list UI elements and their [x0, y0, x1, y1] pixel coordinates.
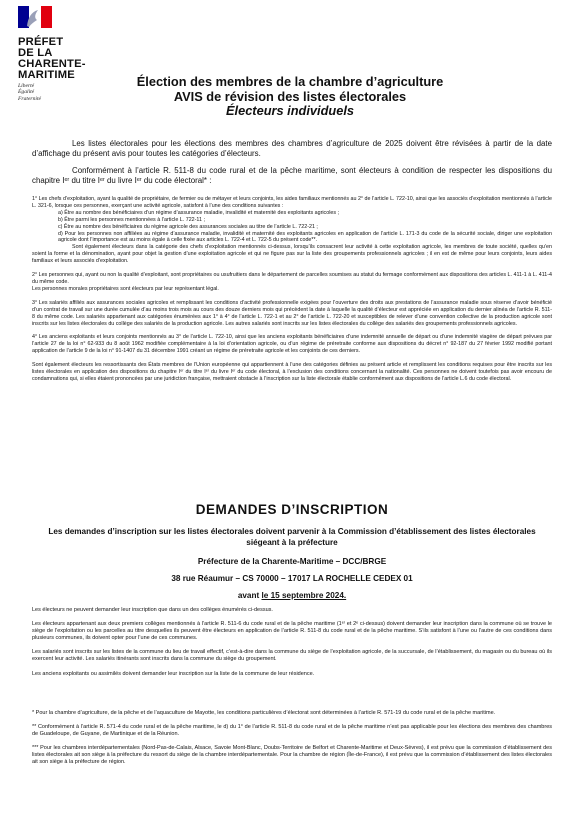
title-line-2: AVIS de révision des listes électorales: [173, 88, 407, 104]
footnotes: [32, 710, 552, 767]
intro-paragraph-1: Les listes électorales pour les élections des membres des chambres d’agriculture de 2025 doivent être révisées à partir de la date d’affichage du présent avis pour toutes les catégories d’électeurs.: [32, 139, 552, 159]
footnote-3: *** Pour les chambres interdépartementales (Nord-Pas-de-Calais, Alsace, Savoie Mont-Blanc, Doubs-Territoire de Belfort et Charente-Maritime et Deux-Sèvres), il est prévu que la commission d’établissement des listes électorales ait son siège à la préfecture du ressort du siège de la chambre interdépartementale. Pour la chambre de région (Île-de-France), il est prévu que la commission d’établissement des listes électorales ait son siège à la préfecture de région.: [32, 745, 552, 766]
intro-paragraph-2: Conformément à l’article R. 511-8 du code rural et de la pêche maritime, sont électeurs à condition de respecter les dispositions du chapitre Iᵉʳ du titre Iᵉʳ du livre Iᵉʳ du code électoral* :: [32, 165, 552, 185]
rule-3: Les salariés sont inscrits sur les listes de la commune du lieu de travail effectif, c’est-à-dire dans la commune du siège de l’exploitation agricole, de la succursale, de l’établissement, du magasin ou du bureau où ils exercent leur activité. Les salariés itinérants sont inscrits dans la commune du siège du groupement.: [32, 649, 552, 663]
category-1-item-c: c) Être au nombre des bénéficiaires du régime agricole des assurances sociales au titre de l’article L. 722-21 ;: [58, 223, 318, 230]
elector-categories: [32, 196, 552, 383]
footnote-1: * Pour la chambre d’agriculture, de la pêche et de l’aquaculture de Mayotte, les conditions particulières d’électorat sont déterminées à l’article R. 571-19 du code rural et de la pêche maritime.: [32, 710, 496, 716]
category-1-item-d: d) Pour les personnes non affiliées au régime d’assurance maladie, invalidité et maternité des exploitants agricoles en application de l’article L. 171-3 du code de la sécurité sociale, diriger une exploitation agricole dont l’importance est au moins égale à celle fixée aux articles L. 722-4 et L. 722-5 du présent code**.: [58, 230, 552, 244]
category-3: 3° Les salariés affiliés aux assurances sociales agricoles et remplissant les conditions d’activité professionnelle exigées pour l’ouverture des droits aux prestations de l’assurance maladie sous réserve d’avoir bénéficié d’un contrat de travail sur une durée cumulée d’au moins trois mois au cours des douze derniers mois qui précèdent la date à laquelle la qualité d’électeur est appréciée en application du dernier alinéa de l’article R. 511-8 du même code. Les salariés appartenant aux catégories énumérées aux 1° à 4° de l’article L. 722-1 et au 2° de l’article L. 722-20 et susceptibles de relever d’une convention collective de la production agricole sont inscrits sur les listes électorales du collège des salariés de la production agricole. Les autres salariés sont inscrits sur les listes électorales du collège des salariés des groupements professionnels agricoles.: [32, 299, 552, 327]
category-1-intro: 1° Les chefs d’exploitation, ayant la qualité de propriétaire, de fermier ou de métayer et leurs conjoints, les aides familiaux mentionnés au 2° de l’article L. 722-10, ainsi que les associés d’exploitation mentionnés à l’article L. 321-6, lorsque ces personnes, exerçant une activité agricole, satisfont à l’une des conditions suivantes :: [32, 196, 552, 209]
category-2-note: Les personnes morales propriétaires sont électeurs par leur représentant légal.: [32, 285, 219, 292]
footnote-2: ** Conformément à l’article R. 571-4 du code rural et de la pêche maritime, le d) du 1° de l’article R. 511-8 du code rural et de la pêche maritime n’est pas applicable pour les élections des membres des chambres de Guadeloupe, de Guyane, de Martinique et de la Réunion.: [32, 724, 552, 738]
notice-title: [90, 75, 490, 119]
rule-2: Les électeurs appartenant aux deux premiers collèges mentionnés à l’article R. 511-6 du code rural et de la pêche maritime (1ᵉʳ et 2ᵉ ci-dessus) doivent demander leur inscription dans la commune où se trouve le siège de l’exploitation ou les parcelles au titre desquelles ils peuvent être électeurs en application de l’article R. 511-8 du code rural et de la pêche maritime. S’ils satisfont à l’une ou l’autre de ces conditions dans plusieurs communes, ils doivent opter pour l’une de ces communes.: [32, 621, 552, 642]
intro-section: [32, 139, 552, 186]
category-4: 4° Les anciens exploitants et leurs conjoints mentionnés au 3° de l’article L. 722-10, ainsi que les anciens exploitants bénéficiaires d’une indemnité annuelle de départ ou d’une indemnité viagère de départ prévues par l’article 27 de la loi n° 62-933 du 8 août 1962 modifiée complémentaire à la loi d’orientation agricole, ou d’un régime de préretraite conforme aux dispositions du décret n° 92-187 du 27 février 1992 modifié portant application de l’article 9 de la loi n° 91-1407 du 31 décembre 1991 créant un régime de préretraite agricole et les conjoints de ces derniers.: [32, 334, 552, 355]
rule-1: Les électeurs ne peuvent demander leur inscription que dans un des collèges énumérés ci-dessus.: [32, 607, 273, 613]
category-2: 2° Les personnes qui, ayant ou non la qualité d’exploitant, sont propriétaires ou usufruitiers dans le département de parcelles soumises au statut du fermage conformément aux dispositions des articles L. 411-1 à L. 411-4 du même code.: [32, 272, 552, 285]
demandes-subtitle: Les demandes d’inscription sur les listes électorales doivent parvenir à la Commission d’établissement des listes électorales siégeant à la préfecture: [48, 527, 536, 547]
rule-4: Les anciens exploitants ou assimilés doivent demander leur inscription sur la liste de la commune de leur résidence.: [32, 670, 315, 677]
republic-motto: Liberté Égalité Fraternité: [18, 83, 41, 102]
prefecture-address: 38 rue Réaumur – CS 70000 – 17017 LA ROCHELLE CEDEX 01: [171, 574, 413, 583]
category-1-after: Sont également électeurs dans la catégorie des chefs d’exploitation mentionnés ci-dessus, lorsqu’ils consacrent leur activité à cette exploitation agricole, les membres de toute société, quelles qu’en soient la forme et la dénomination, ayant pour objet la gestion d’une exploitation agricole et qui ne figure pas sur la liste des groupements professionnels agricoles ; il en est de même pour leurs conjoints, leurs aides familiaux et leurs associés d’exploitation.: [32, 244, 552, 265]
category-1-item-b: b) Être parmi les personnes mentionnées à l’article L. 722-11 ;: [58, 216, 205, 223]
title-line-3: Électeurs individuels: [225, 103, 354, 118]
marianne-icon: [18, 6, 52, 28]
registration-rules: [32, 607, 552, 678]
deadline: avant le 15 septembre 2024.: [237, 591, 347, 600]
prefecture-office: Préfecture de la Charente-Maritime – DCC/BRGE: [197, 557, 387, 566]
deadline-date: le 15 septembre 2024.: [261, 591, 347, 600]
demandes-heading: DEMANDES D’INSCRIPTION: [195, 502, 389, 517]
category-1-item-a: a) Être au nombre des bénéficiaires d’un régime d’assurance maladie, invalidité et maternité des exploitants agricoles ;: [58, 209, 339, 216]
prefecture-name: PRÉFET DE LA CHARENTE- MARITIME: [18, 36, 86, 81]
eu-citizens-paragraph: Sont également électeurs les ressortissants des États membres de l’Union européenne qui appartiennent à l’une des catégories définies au présent article et remplissent les conditions requises pour être inscrits sur les listes électorales en application des dispositions du chapitre Iᵉʳ du titre Iᵉʳ du livre Iᵉʳ du code électoral, à l’exclusion des conditions concernant la nationalité. Ces personnes ne doivent toutefois pas avoir encouru de condamnations qui, si elles étaient prononcées par une juridiction française, mettraient obstacle à l’inscription sur la liste électorale établie conformément aux dispositions de l’article L.6 du code électoral.: [32, 362, 552, 382]
title-line-1: Élection des membres de la chambre d’agriculture: [136, 74, 444, 89]
